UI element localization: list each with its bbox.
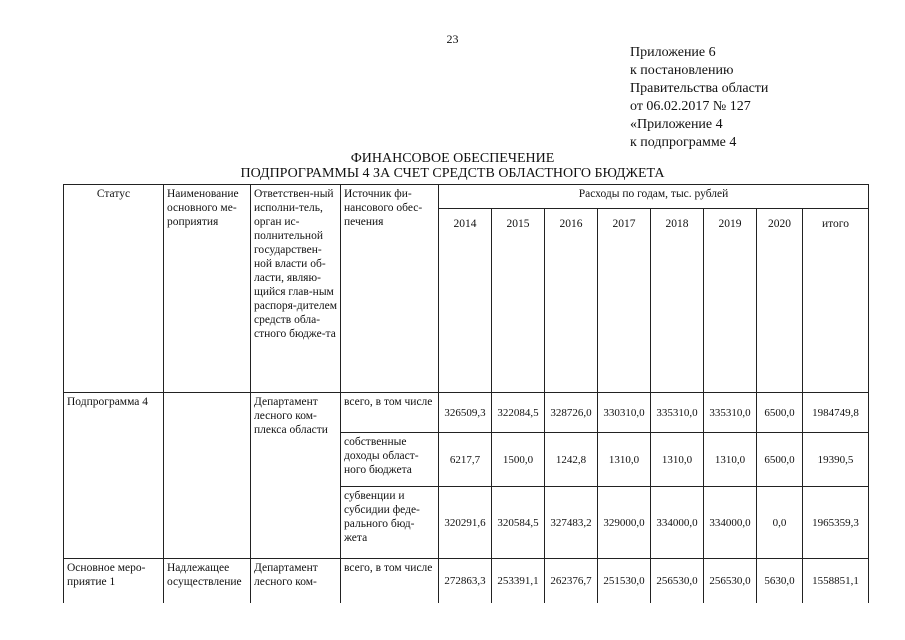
header-year: 2015 [492,209,545,393]
header-source: Источник фи-нансового обес-печения [341,185,439,393]
value-cell: 256530,0 [704,559,757,603]
value-cell: 6500,0 [757,393,803,433]
header-year: 2020 [757,209,803,393]
total-cell: 1965359,3 [803,487,869,559]
value-cell: 251530,0 [598,559,651,603]
appendix-line: от 06.02.2017 № 127 [630,99,751,114]
financing-table [63,184,869,603]
document-title [0,151,905,181]
total-cell: 1558851,1 [803,559,869,603]
appendix-line: к подпрограмме 4 [630,135,737,150]
value-cell: 262376,7 [545,559,598,603]
value-cell: 334000,0 [651,487,704,559]
value-cell: 1500,0 [492,433,545,487]
value-cell: 253391,1 [492,559,545,603]
source-cell: всего, в том числе [341,559,439,603]
value-cell: 0,0 [757,487,803,559]
value-cell: 5630,0 [757,559,803,603]
subprogram-responsible: Департамент лесного ком-плекса области [251,393,341,559]
value-cell: 272863,3 [439,559,492,603]
value-cell: 256530,0 [651,559,704,603]
value-cell: 1310,0 [598,433,651,487]
header-year: 2017 [598,209,651,393]
header-expenses: Расходы по годам, тыс. рублей [439,185,869,209]
total-cell: 19390,5 [803,433,869,487]
header-responsible: Ответствен-ный исполни-тель, орган ис-полнительной государствен-ной власти об-ласти, являю-щийся глав-ным распоря-дителем средств обла-стного бюдже-та [251,185,341,393]
header-year: 2019 [704,209,757,393]
total-cell: 1984749,8 [803,393,869,433]
page-number: 23 [446,32,459,46]
activity-name: Надлежащее осуществление [164,559,251,603]
header-row [64,185,869,209]
value-cell: 6500,0 [757,433,803,487]
source-cell: всего, в том числе [341,393,439,433]
appendix-note [630,44,768,152]
header-year: 2014 [439,209,492,393]
table-row [64,393,869,433]
header-activity-name: Наименование основного ме-роприятия [164,185,251,393]
value-cell: 1242,8 [545,433,598,487]
appendix-line: «Приложение 4 [630,117,723,132]
subprogram-activity-name [164,393,251,559]
activity-responsible: Департамент лесного ком- [251,559,341,603]
header-status: Статус [64,185,164,393]
value-cell: 335310,0 [651,393,704,433]
value-cell: 1310,0 [704,433,757,487]
source-cell: субвенции и субсидии феде-рального бюд-жета [341,487,439,559]
value-cell: 327483,2 [545,487,598,559]
source-cell: собственные доходы област-ного бюджета [341,433,439,487]
title-line-2: ПОДПРОГРАММЫ 4 ЗА СЧЕТ СРЕДСТВ ОБЛАСТНОГО БЮДЖЕТА [240,166,665,181]
value-cell: 335310,0 [704,393,757,433]
value-cell: 328726,0 [545,393,598,433]
value-cell: 334000,0 [704,487,757,559]
value-cell: 322084,5 [492,393,545,433]
value-cell: 326509,3 [439,393,492,433]
subprogram-status: Подпрограмма 4 [64,393,164,559]
appendix-line: Приложение 6 [630,45,716,60]
title-line-1: ФИНАНСОВОЕ ОБЕСПЕЧЕНИЕ [350,151,555,166]
header-year: 2016 [545,209,598,393]
activity-status: Основное меро-приятие 1 [64,559,164,603]
value-cell: 6217,7 [439,433,492,487]
header-total: итого [803,209,869,393]
appendix-line: к постановлению [630,63,734,78]
value-cell: 1310,0 [651,433,704,487]
table-row [64,559,869,603]
value-cell: 320584,5 [492,487,545,559]
appendix-line: Правительства области [630,81,769,96]
value-cell: 329000,0 [598,487,651,559]
value-cell: 320291,6 [439,487,492,559]
header-year: 2018 [651,209,704,393]
value-cell: 330310,0 [598,393,651,433]
